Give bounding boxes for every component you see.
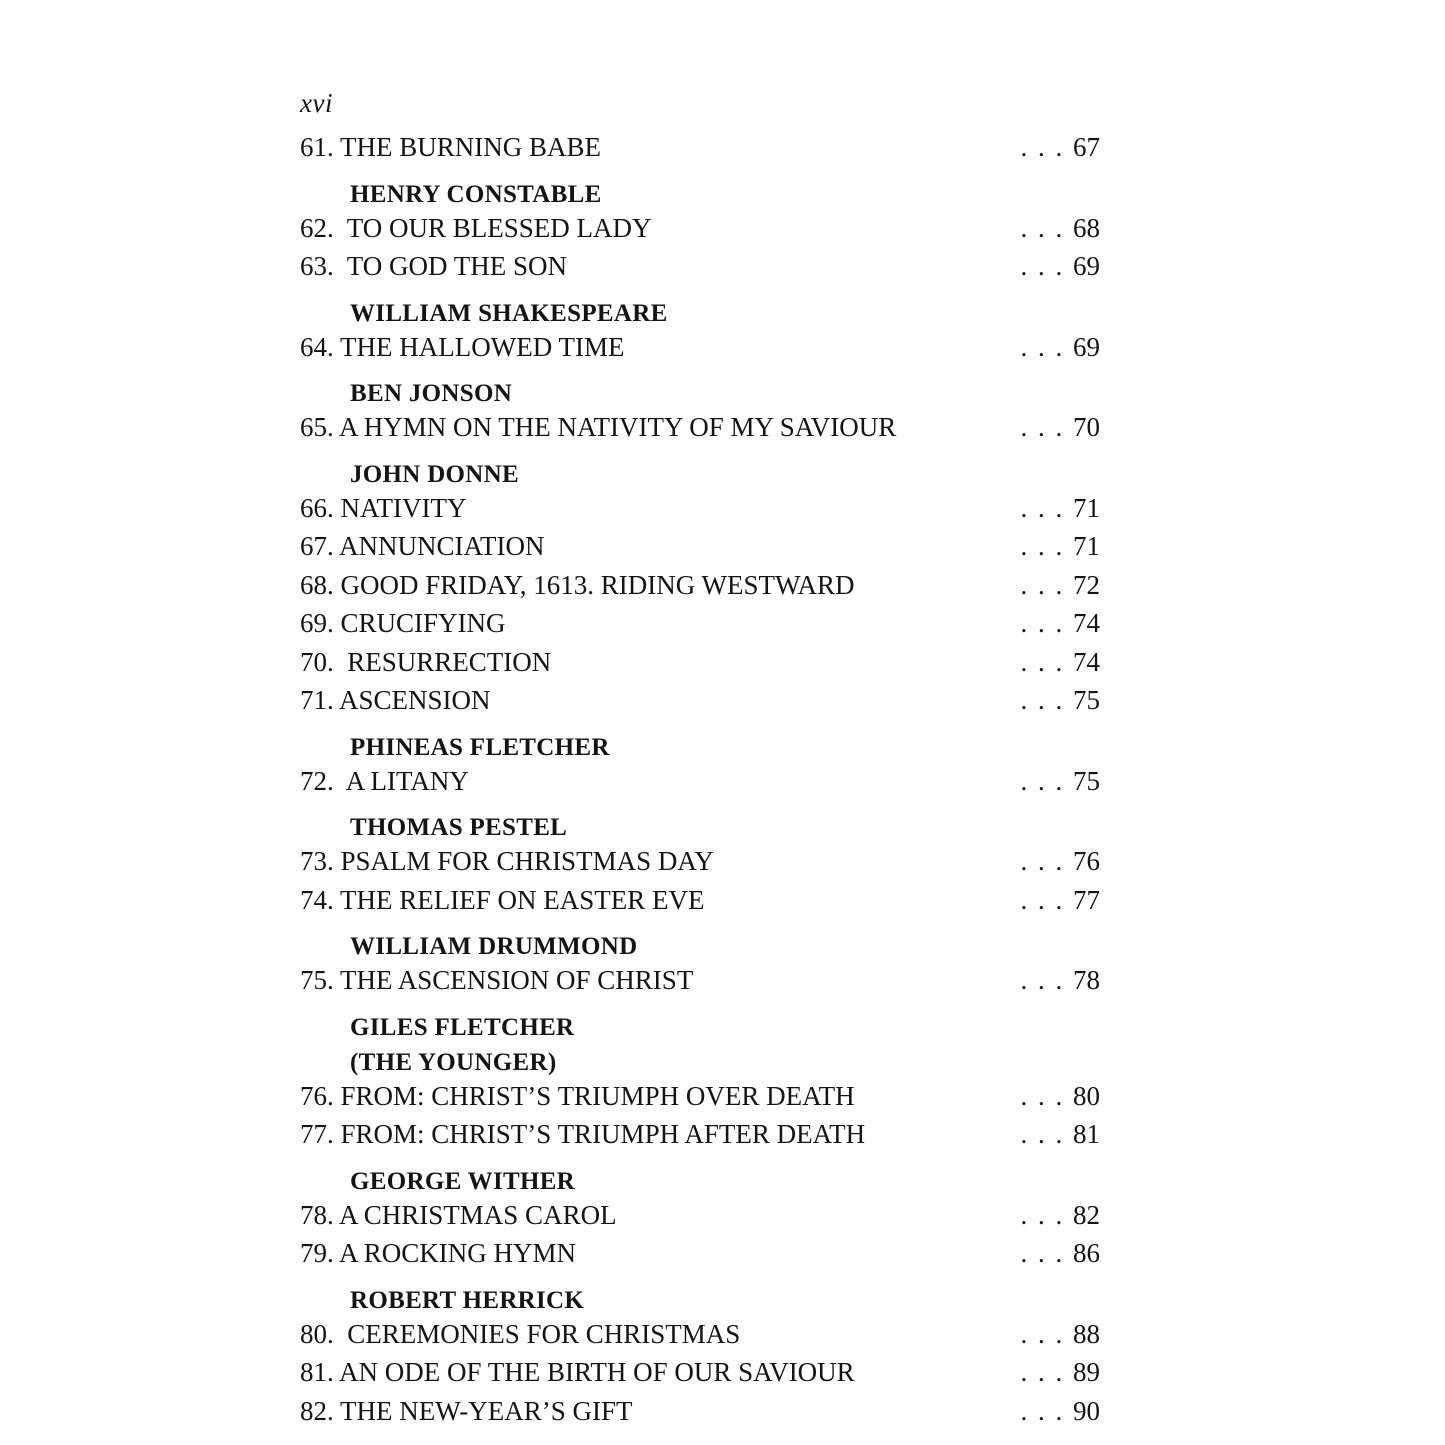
toc-section <box>300 181 1100 286</box>
leader-dots: . . . <box>1020 884 1073 915</box>
entry-title: 77. FROM: CHRIST’S TRIUMPH AFTER DEATH <box>300 1119 866 1149</box>
page-folio: xvi <box>300 88 333 118</box>
entry-page-ref <box>1021 408 1101 447</box>
toc-entry <box>300 1315 1100 1354</box>
toc-section <box>300 461 1100 720</box>
leader-dots: . . . <box>1020 685 1073 715</box>
entry-page-ref <box>1021 1315 1101 1354</box>
entry-page-ref <box>1021 604 1101 643</box>
entry-title: 67. ANNUNCIATION <box>300 531 545 561</box>
entry-page-ref <box>1021 643 1101 682</box>
leader-dots: . . . <box>1020 608 1073 638</box>
leader-dots: . . . <box>1020 569 1073 600</box>
toc-entry <box>300 1234 1100 1273</box>
page-number: 74 <box>1073 646 1100 677</box>
entry-title: 79. A ROCKING HYMN <box>300 1238 577 1268</box>
leader-dots: . . . <box>1020 1119 1073 1149</box>
page-number: 82 <box>1073 1199 1100 1230</box>
entry-page-ref <box>1021 1392 1101 1431</box>
leader-dots: . . . <box>1020 1199 1073 1230</box>
author-heading: GILES FLETCHER <box>350 1013 575 1041</box>
page-number: 71 <box>1073 492 1100 523</box>
toc-entry <box>300 1115 1100 1154</box>
page-number: 68 <box>1073 212 1100 243</box>
entry-page-ref <box>1021 1234 1101 1273</box>
page-number: 78 <box>1073 965 1100 995</box>
toc-section <box>300 380 1100 447</box>
entry-title: 81. AN ODE OF THE BIRTH OF OUR SAVIOUR <box>300 1357 855 1387</box>
entry-title: 66. NATIVITY <box>300 492 467 523</box>
entry-page-ref <box>1021 328 1101 367</box>
toc-entry <box>300 681 1100 720</box>
toc-entry <box>300 128 1100 167</box>
leader-dots: . . . <box>1020 765 1073 796</box>
toc-entry <box>300 408 1100 447</box>
page-number: 75 <box>1073 765 1100 796</box>
author-heading: JOHN DONNE <box>350 460 519 488</box>
leader-dots: . . . <box>1020 251 1073 281</box>
toc-entry <box>300 961 1100 1000</box>
entry-title: 82. THE NEW-YEAR’S GIFT <box>300 1395 633 1426</box>
leader-dots: . . . <box>1020 412 1073 442</box>
leader-dots: . . . <box>1020 1080 1073 1111</box>
page-number: 69 <box>1073 251 1100 281</box>
entry-title: 62. TO OUR BLESSED LADY <box>300 212 652 243</box>
entry-page-ref <box>1021 762 1101 801</box>
toc-section <box>300 1014 1100 1154</box>
toc-entry <box>300 328 1100 367</box>
toc-entry <box>300 842 1100 881</box>
leader-dots: . . . <box>1020 846 1073 876</box>
entry-title: 74. THE RELIEF ON EASTER EVE <box>300 884 705 915</box>
toc-entry <box>300 643 1100 682</box>
toc-entry <box>300 489 1100 528</box>
page-number: 70 <box>1073 412 1100 442</box>
entry-page-ref <box>1021 961 1101 1000</box>
leader-dots: . . . <box>1020 492 1073 523</box>
page-number: 74 <box>1073 608 1100 638</box>
entry-page-ref <box>1021 1353 1101 1392</box>
entry-title: 68. GOOD FRIDAY, 1613. RIDING WESTWARD <box>300 569 855 600</box>
entry-title: 75. THE ASCENSION OF CHRIST <box>300 965 694 995</box>
entry-page-ref <box>1021 881 1101 920</box>
entry-page-ref <box>1021 247 1101 286</box>
toc-entry <box>300 762 1100 801</box>
page-number: 75 <box>1073 685 1100 715</box>
author-heading: THOMAS PESTEL <box>350 814 568 841</box>
toc-section <box>300 814 1100 919</box>
leader-dots: . . . <box>1020 132 1073 162</box>
author-heading: HENRY CONSTABLE <box>350 180 602 208</box>
leader-dots: . . . <box>1020 1395 1073 1426</box>
entry-page-ref <box>1021 842 1101 881</box>
page-number: 77 <box>1073 884 1100 915</box>
author-heading: WILLIAM SHAKESPEARE <box>350 299 668 327</box>
toc-section <box>300 1168 1100 1273</box>
page-number: 90 <box>1073 1395 1100 1426</box>
toc-entry <box>300 247 1100 286</box>
page-number: 71 <box>1073 531 1100 561</box>
toc-section <box>300 734 1100 801</box>
author-heading: (THE YOUNGER) <box>350 1048 557 1076</box>
toc-content <box>300 88 1100 1430</box>
leader-dots: . . . <box>1020 1318 1073 1349</box>
entry-page-ref <box>1021 527 1101 566</box>
entry-page-ref <box>1021 128 1101 167</box>
entry-title: 69. CRUCIFYING <box>300 608 506 638</box>
entry-page-ref <box>1021 681 1101 720</box>
leader-dots: . . . <box>1020 1238 1073 1268</box>
page-number: 80 <box>1073 1080 1100 1111</box>
page-number: 81 <box>1073 1119 1100 1149</box>
author-heading: GEORGE WITHER <box>350 1167 576 1195</box>
toc-entry <box>300 209 1100 248</box>
entry-page-ref <box>1021 566 1101 605</box>
toc-entry <box>300 1392 1100 1431</box>
entry-title: 64. THE HALLOWED TIME <box>300 331 625 362</box>
author-heading: BEN JONSON <box>350 380 513 407</box>
entry-page-ref <box>1021 1196 1101 1235</box>
toc-entry <box>300 566 1100 605</box>
entry-title: 78. A CHRISTMAS CAROL <box>300 1199 617 1230</box>
leader-dots: . . . <box>1020 1357 1073 1387</box>
page-number: 76 <box>1073 846 1100 876</box>
author-heading: ROBERT HERRICK <box>350 1286 585 1314</box>
page-number: 69 <box>1073 331 1100 362</box>
leader-dots: . . . <box>1020 965 1073 995</box>
entry-page-ref <box>1021 209 1101 248</box>
toc-entry <box>300 1196 1100 1235</box>
author-heading: WILLIAM DRUMMOND <box>350 933 638 960</box>
toc-section <box>300 300 1100 367</box>
page-number: 86 <box>1073 1238 1100 1268</box>
toc-entry <box>300 1353 1100 1392</box>
entry-title: 65. A HYMN ON THE NATIVITY OF MY SAVIOUR <box>300 412 897 442</box>
leader-dots: . . . <box>1020 646 1073 677</box>
entry-title: 63. TO GOD THE SON <box>300 251 568 281</box>
page-number: 88 <box>1073 1318 1100 1349</box>
toc-entry <box>300 881 1100 920</box>
leader-dots: . . . <box>1020 531 1073 561</box>
entry-page-ref <box>1021 1115 1101 1154</box>
toc-entry <box>300 527 1100 566</box>
entry-title: 80. CEREMONIES FOR CHRISTMAS <box>300 1318 741 1349</box>
page-number: 67 <box>1073 132 1100 162</box>
leader-dots: . . . <box>1020 212 1073 243</box>
page-number: 89 <box>1073 1357 1100 1387</box>
toc-section <box>300 128 1100 167</box>
entry-page-ref <box>1021 1077 1101 1116</box>
leader-dots: . . . <box>1020 331 1073 362</box>
author-heading: PHINEAS FLETCHER <box>350 733 610 761</box>
entry-title: 71. ASCENSION <box>300 685 491 715</box>
toc-list <box>300 128 1100 1430</box>
entry-title: 72. A LITANY <box>300 765 469 796</box>
entry-title: 61. THE BURNING BABE <box>300 132 602 162</box>
toc-section <box>300 1287 1100 1431</box>
toc-section <box>300 933 1100 1000</box>
entry-title: 73. PSALM FOR CHRISTMAS DAY <box>300 846 714 876</box>
page-number: 72 <box>1073 569 1100 600</box>
entry-title: 70. RESURRECTION <box>300 646 552 677</box>
entry-title: 76. FROM: CHRIST’S TRIUMPH OVER DEATH <box>300 1080 855 1111</box>
toc-entry <box>300 604 1100 643</box>
entry-page-ref <box>1021 489 1101 528</box>
toc-entry <box>300 1077 1100 1116</box>
